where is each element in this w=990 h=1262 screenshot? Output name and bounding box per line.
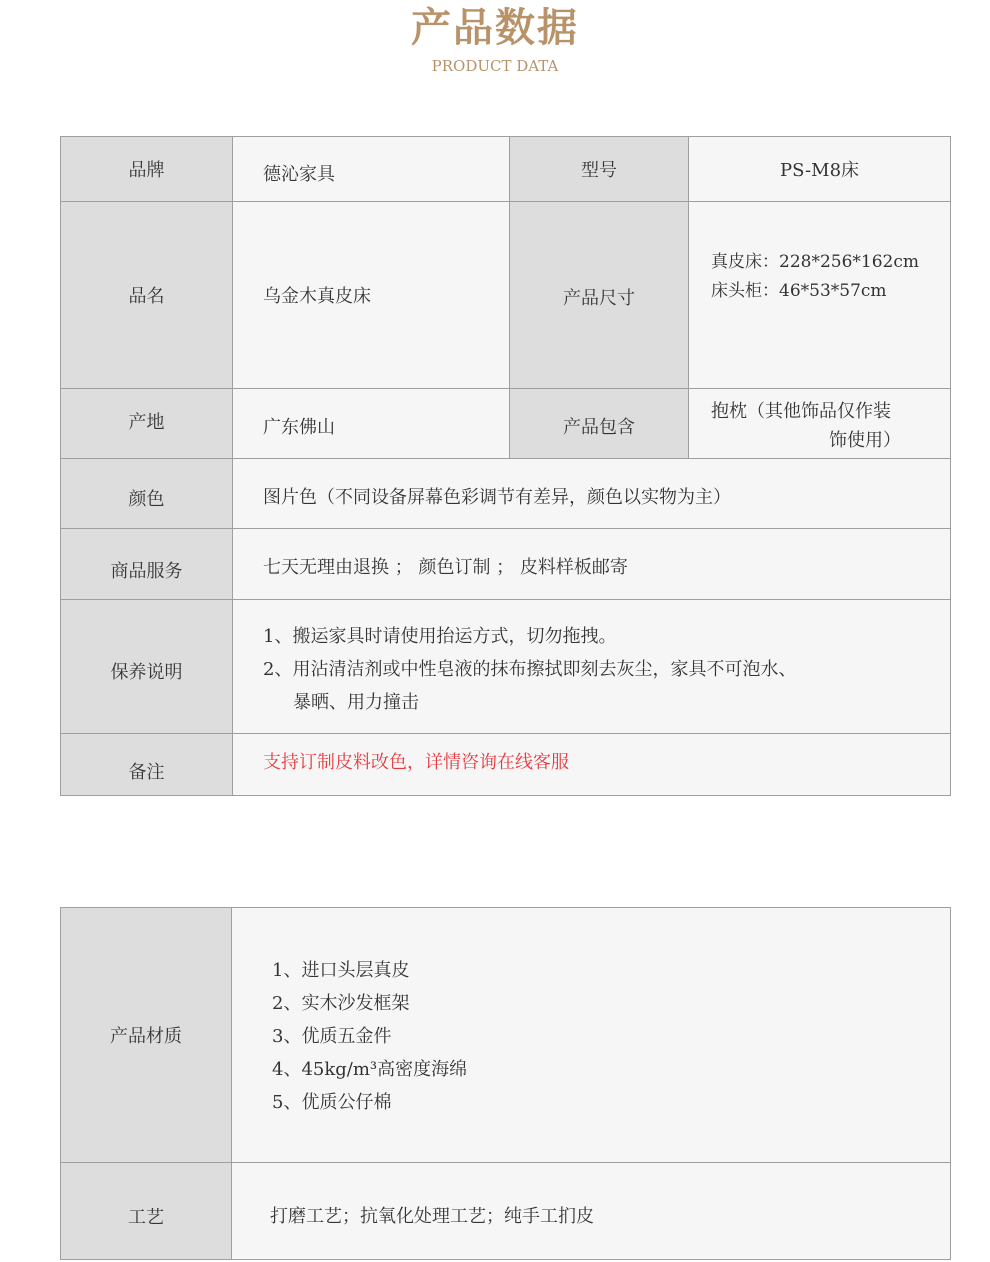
include-value-cell [689, 389, 951, 459]
material-line-2: 2、实木沙发框架 [272, 993, 410, 1014]
craft-label-cell [61, 1163, 232, 1260]
table-row [61, 137, 951, 202]
material-line-4: 4、45kg/m³高密度海绵 [272, 1059, 468, 1080]
model-label-cell [510, 137, 689, 202]
product-data-table [60, 136, 951, 796]
model-label: 型号 [581, 160, 617, 181]
name-value-cell [233, 202, 510, 389]
material-line-3: 3、优质五金件 [272, 1026, 392, 1047]
origin-label-cell [61, 389, 233, 459]
care-value-cell [233, 600, 951, 734]
service-value: 七天无理由退换 ； 颜色订制 ； 皮料样板邮寄 [263, 557, 628, 578]
care-line-3: 暴晒、用力撞击 [293, 692, 419, 713]
material-table [60, 907, 951, 1260]
care-line-2: 2、用沾清洁剂或中性皂液的抹布擦拭即刻去灰尘，家具不可泡水、 [263, 659, 797, 680]
include-line-1: 抱枕（其他饰品仅作装 [711, 401, 891, 422]
material-label-cell [61, 908, 232, 1163]
table-row [61, 1163, 951, 1260]
origin-value-cell [233, 389, 510, 459]
service-value-cell [233, 529, 951, 600]
table-row [61, 734, 951, 796]
page-subtitle: PRODUCT DATA [431, 57, 559, 75]
brand-value-cell [233, 137, 510, 202]
craft-value: 打磨工艺；抗氧化处理工艺；纯手工扪皮 [270, 1206, 594, 1227]
note-label-cell [61, 734, 233, 796]
note-value-cell [233, 734, 951, 796]
brand-value: 德沁家具 [263, 164, 335, 185]
name-label: 品名 [128, 286, 165, 307]
table-row [61, 389, 951, 459]
page-title: 产品数据 [411, 4, 579, 51]
note-label: 备注 [128, 761, 165, 783]
size-label: 产品尺寸 [563, 288, 635, 309]
origin-label: 产地 [128, 411, 165, 433]
service-label-cell [61, 529, 233, 600]
origin-value: 广东佛山 [263, 416, 335, 438]
note-value: 支持订制皮料改色，详情咨询在线客服 [263, 752, 569, 773]
model-value: PS-M8床 [779, 160, 860, 181]
care-line-1: 1、搬运家具时请使用抬运方式，切勿拖拽。 [263, 626, 617, 647]
care-label-cell [61, 600, 233, 734]
size-line-bed: 真皮床：228*256*162cm [711, 252, 919, 272]
include-label: 产品包含 [563, 416, 635, 438]
size-value-cell [689, 202, 951, 389]
name-value: 乌金木真皮床 [263, 286, 371, 307]
size-line-nightstand: 床头柜：46*53*57cm [711, 281, 887, 301]
material-label: 产品材质 [110, 1026, 182, 1047]
color-label-cell [61, 459, 233, 529]
craft-value-cell [232, 1163, 951, 1260]
color-value-cell [233, 459, 951, 529]
care-label: 保养说明 [110, 661, 183, 683]
material-line-5: 5、优质公仔棉 [272, 1092, 392, 1113]
material-value-cell [232, 908, 951, 1163]
name-label-cell [61, 202, 233, 389]
table-row [61, 529, 951, 600]
color-label: 颜色 [128, 488, 165, 510]
color-value: 图片色（不同设备屏幕色彩调节有差异，颜色以实物为主） [263, 487, 731, 508]
brand-label: 品牌 [128, 160, 165, 181]
service-label: 商品服务 [110, 561, 183, 582]
table-row [61, 600, 951, 734]
model-value-cell [689, 137, 951, 202]
include-line-2: 饰使用） [829, 430, 901, 451]
table-row [61, 202, 951, 389]
size-label-cell [510, 202, 689, 389]
table-row [61, 908, 951, 1163]
craft-label: 工艺 [128, 1207, 164, 1228]
include-label-cell [510, 389, 689, 459]
material-line-1: 1、进口头层真皮 [272, 960, 410, 981]
table-row [61, 459, 951, 529]
brand-label-cell [61, 137, 233, 202]
